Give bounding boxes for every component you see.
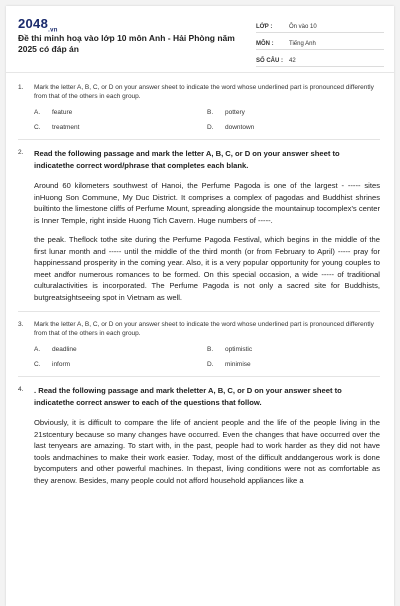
question-4 [18, 385, 380, 486]
divider [18, 376, 380, 377]
question-text: . Read the following passage and mark theletter A, B, C, or D on your answer sheet to indicatethe correct answer to each of the questions that follow. [34, 386, 342, 407]
exam-meta [256, 16, 384, 67]
answer-options [34, 346, 380, 368]
option-c[interactable]: C. treatment [34, 124, 80, 131]
passage-paragraph: Around 60 kilometers southwest of Hanoi, the Perfume Pagoda is one of the largest - ----- sites inHuong Son Commune, My Duc District. It comprises a complex of pagodas and Buddhist shrines builtinto the limestone cliffs of Perfume Mount, spreading alongside the mountainup tocomplex's center is Inner Temple, right inside Huong Tich Cavern. Huge numbers of -----. [34, 181, 380, 225]
divider [18, 311, 380, 312]
option-c[interactable]: C. inform [34, 361, 71, 368]
passage-paragraph: Obviously, it is difficult to compare the life of ancient people and the life of the people living in the 21stcentury because so many changes have occurred. Even the changes that have occurred over the last tenyears are amazing. To start with, in the past, people had to work harder as they did not have tools andmachines to make their work easier. Today, most of the difficult anddangerous work is done bycomputers and other powerful machines. In thepast, living conditions were not as comfortable as they arenow. Besides, many people could not afford household appliances like a [34, 418, 380, 485]
option-d[interactable]: D. minimise [207, 361, 251, 368]
question-1 [18, 83, 380, 140]
site-logo[interactable] [18, 16, 58, 34]
meta-value: Tiếng Anh [289, 41, 316, 47]
answer-options [34, 109, 380, 131]
logo-text: 2048 [18, 16, 49, 31]
question-number: 3. [18, 321, 24, 328]
option-d[interactable]: D. downtown [207, 124, 255, 131]
meta-row-subject [256, 33, 384, 50]
meta-label: SỐ CÂU : [256, 58, 283, 64]
option-b[interactable]: B. optimistic [207, 346, 253, 353]
meta-row-count [256, 50, 384, 67]
option-a[interactable]: A. deadline [34, 346, 77, 353]
meta-value: 42 [289, 58, 296, 64]
question-2 [18, 148, 380, 312]
question-number: 2. [18, 149, 24, 156]
question-list [6, 73, 394, 486]
meta-label: LỚP : [256, 24, 273, 30]
passage-paragraph: the peak. Theflock tothe site during the Perfume Pagoda Festival, which begins in the middle of the first lunar month and ----- until the middle of the third month (or from February to April) ----- pray for happinessand prosperity in the coming year. Also, it is a very popular opportunity for young couples to meet andfor numerous romances to be formed. On this special occasion, a wide ----- of traditional culturalactivities is incorporated. The Perfume Pagoda is not only a sacred site for Buddhists, butgreatsightseeing spot in Vietnam as well. [34, 235, 380, 302]
meta-row-class [256, 16, 384, 33]
document-header [6, 6, 394, 73]
question-3 [18, 320, 380, 377]
meta-label: MÔN : [256, 41, 274, 47]
question-text: Mark the letter A, B, C, or D on your answer sheet to indicate the word whose underlined part is pronounced differently from that of the others in each group. [34, 84, 374, 100]
option-b[interactable]: B. pottery [207, 109, 245, 116]
question-text: Read the following passage and mark the letter A, B, C, or D on your answer sheet to indicatethe correct word/phrase that completes each blank. [34, 149, 340, 170]
question-number: 1. [18, 84, 24, 91]
exam-title: Đề thi minh hoạ vào lớp 10 môn Anh - Hải Phòng năm 2025 có đáp án [18, 33, 235, 54]
question-number: 4. [18, 386, 24, 393]
meta-value: Ôn vào 10 [289, 24, 317, 30]
option-a[interactable]: A. feature [34, 109, 73, 116]
divider [18, 139, 380, 140]
question-text: Mark the letter A, B, C, or D on your answer sheet to indicate the word whose underlined part is pronounced differently from that of the others in each group. [34, 321, 374, 337]
document-page [6, 6, 394, 606]
logo-suffix: .vn [48, 27, 58, 34]
